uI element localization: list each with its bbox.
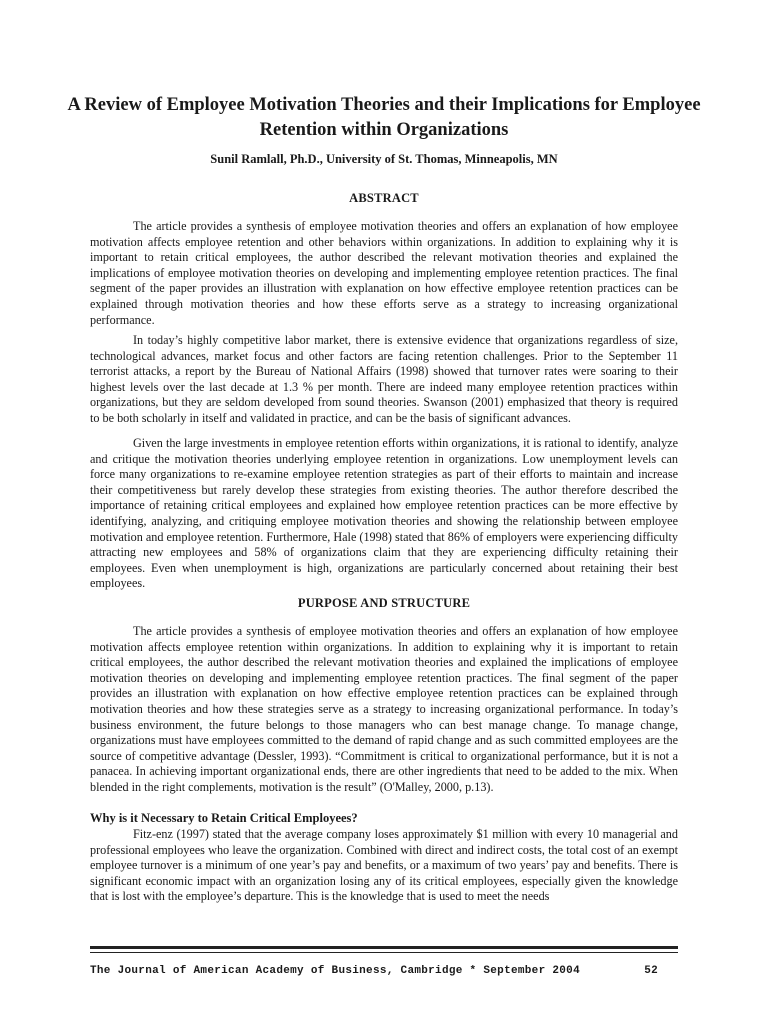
intro-paragraph-1: In today’s highly competitive labor market, there is extensive evidence that organizations regardless of size, technological advances, market focus and other factors are facing retention challenges. Prior to the September 11 terrorist attacks, a report by the Bureau of National Affairs (1998) showed that turnover rates were soaring to their highest levels over the last decade at 1.3 % per month. There are indeed many employee retention practices within organizations, but they are seldom developed from sound theories. Swanson (2001) emphasized that theory is required to be both scholarly in itself and validated in practice, and can be the basis of significant advances. (90, 333, 678, 425)
author-line: Sunil Ramlall, Ph.D., University of St. Thomas, Minneapolis, MN (210, 152, 558, 166)
abstract-paragraph: The article provides a synthesis of employee motivation theories and offers an explanation of how employee motivation affects employee retention and other behaviors within organizations. In addition to explaining why it is important to retain critical employees, the author described the relevant motivation theories and explained the implications of employee motivation theories on developing and implementing employee retention practices. The final segment of the paper provides an illustration with explanation on how effective employee retention practices can be explained through motivation theories and how these efforts serve as a strategy to increasing organizational performance. (90, 219, 678, 327)
paper-title: A Review of Employee Motivation Theories and their Implications for Employee Retention within Organizations (67, 95, 701, 140)
intro-paragraph-2: Given the large investments in employee retention efforts within organizations, it is rational to identify, analyze and critique the motivation theories underlying employee retention in organizations. Low unemployment levels can force many organizations to re-examine employee retention strategies as part of their efforts to maintain and increase their competitiveness but rarely develop these strategies from existing theories. The author therefore described the importance of retaining critical employees and explained how employee retention practices can be more effective by identifying, analyzing, and critiquing employee motivation theories and showing the relationship between employee motivation and employee retention. Furthermore, Hale (1998) stated that 86% of employers were experiencing difficulty attracting new employees and 58% of organizations claim that they are experiencing difficulty retaining their employees. Even when unemployment is high, organizations are particularly concerned about retaining their best employees. (90, 436, 678, 591)
footer-rule-thin (90, 952, 678, 953)
why-retain-paragraph: Fitz-enz (1997) stated that the average company loses approximately $1 million with every 10 managerial and professional employees who leave the organization. Combined with direct and indirect costs, the total cost of an exempt employee turnover is a minimum of one year’s pay and benefits, or a maximum of two years’ pay and benefits. There is significant economic impact with an organization losing any of its critical employees, especially given the knowledge that is lost with the employee’s departure. This is the knowledge that is used to meet the needs (90, 827, 678, 904)
page-number: 52 (644, 965, 658, 977)
why-retain-heading: Why is it Necessary to Retain Critical Employees? (90, 811, 358, 825)
purpose-paragraph: The article provides a synthesis of employee motivation theories and offers an explanation of how employee motivation affects employee retention within organizations. In addition to explaining why it is important to retain critical employees, the author described the relevant motivation theories and explained the implications of employee motivation theories on developing and implementing employee retention practices. The final segment of the paper provides an illustration with explanation on how effective employee retention practices can be explained through motivation theories and how these strategies serve as a strategy to increasing organizational performance. In today’s business environment, the future belongs to those managers who can best manage change. To manage change, organizations must have employees committed to the demand of rapid change and as such committed employees are the source of competitive advantage (Dessler, 1993). “Commitment is critical to organizational performance, but it is not a panacea. In achieving important organizational ends, there are other ingredients that need to be added to the mix. When blended in the right complements, motivation is the result” (O'Malley, 2000, p.13). (90, 624, 678, 794)
abstract-heading: ABSTRACT (349, 191, 419, 205)
footer-rule-thick (90, 946, 678, 949)
journal-citation: The Journal of American Academy of Business, Cambridge * September 2004 (90, 965, 580, 977)
purpose-heading: PURPOSE AND STRUCTURE (297, 596, 471, 610)
